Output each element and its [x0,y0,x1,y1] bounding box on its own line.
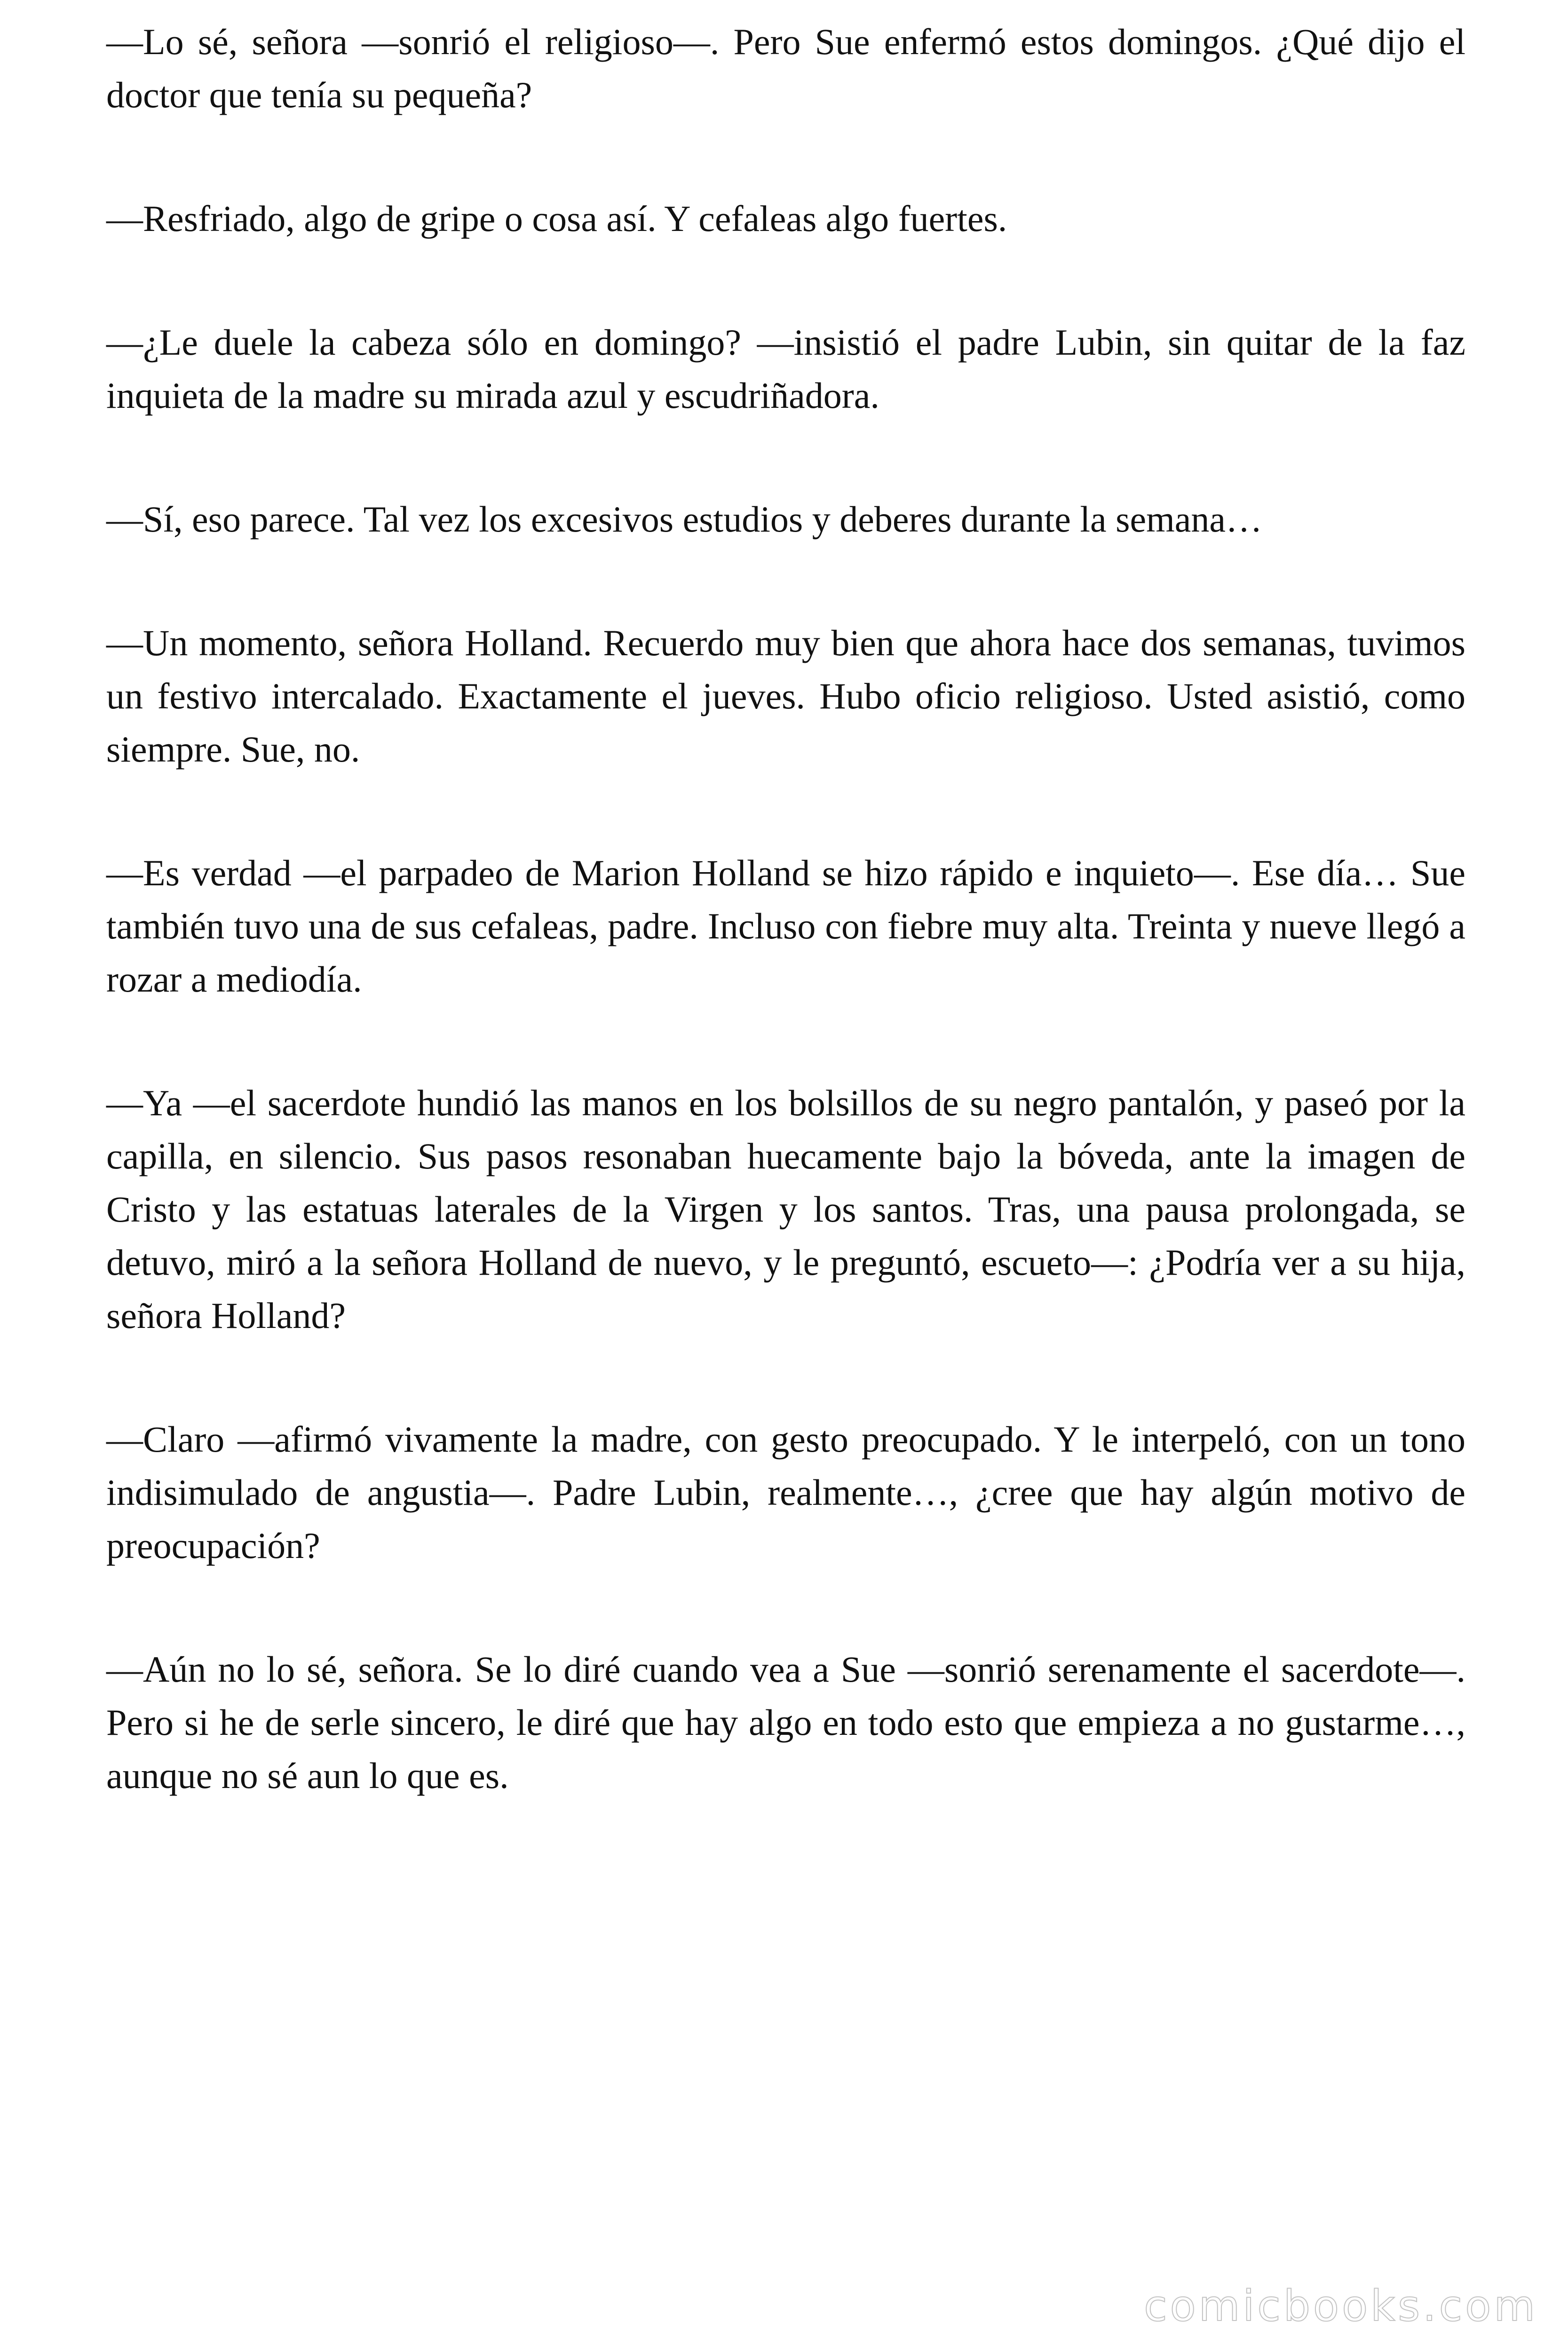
paragraph: —Ya —el sacerdote hundió las manos en los bolsillos de su negro pantalón, y paseó por la capilla, en silencio. Sus pasos resonaban huecamente bajo la bóveda, ante la imagen de Cristo y las estatuas laterales de la Virgen y los santos. Tras, una pausa prolongada, se detuvo, miró a la señora Holland de nuevo, y le preguntó, escueto—: ¿Podría ver a su hija, señora Holland? [106,1082,1465,1336]
paragraph: —Sí, eso parece. Tal vez los excesivos estudios y deberes durante la semana… [106,499,1262,540]
paragraph: —Es verdad —el parpadeo de Marion Holland se hizo rápido e inquieto—. Ese día… Sue también tuvo una de sus cefaleas, padre. Incluso con fiebre muy alta. Treinta y nueve llegó a rozar a mediodía. [106,852,1465,1000]
paragraph: —Aún no lo sé, señora. Se lo diré cuando vea a Sue —sonrió serenamente el sacerdote—. Pero si he de serle sincero, le diré que hay algo en todo esto que empieza a no gustarme…, aunque no sé aun lo que es. [106,1649,1465,1796]
paragraph: —Lo sé, señora —sonrió el religioso—. Pero Sue enfermó estos domingos. ¿Qué dijo el doctor que tenía su pequeña? [106,21,1465,115]
paragraph: —Claro —afirmó vivamente la madre, con gesto preocupado. Y le interpeló, con un tono indisimulado de angustia—. Padre Lubin, realmente…, ¿cree que hay algún motivo de preocupación? [106,1419,1465,1566]
paragraph: —Un momento, señora Holland. Recuerdo muy bien que ahora hace dos semanas, tuvimos un festivo intercalado. Exactamente el jueves. Hubo oficio religioso. Usted asistió, como siempre. Sue, no. [106,622,1465,770]
paragraph: —¿Le duele la cabeza sólo en domingo? —insistió el padre Lubin, sin quitar de la faz inquieta de la madre su mirada azul y escudriñadora. [106,322,1465,416]
paragraph: —Resfriado, algo de gripe o cosa así. Y cefaleas algo fuertes. [106,198,1007,239]
watermark: comicbooks.com [1144,2281,1538,2331]
text-body [106,15,1465,1873]
